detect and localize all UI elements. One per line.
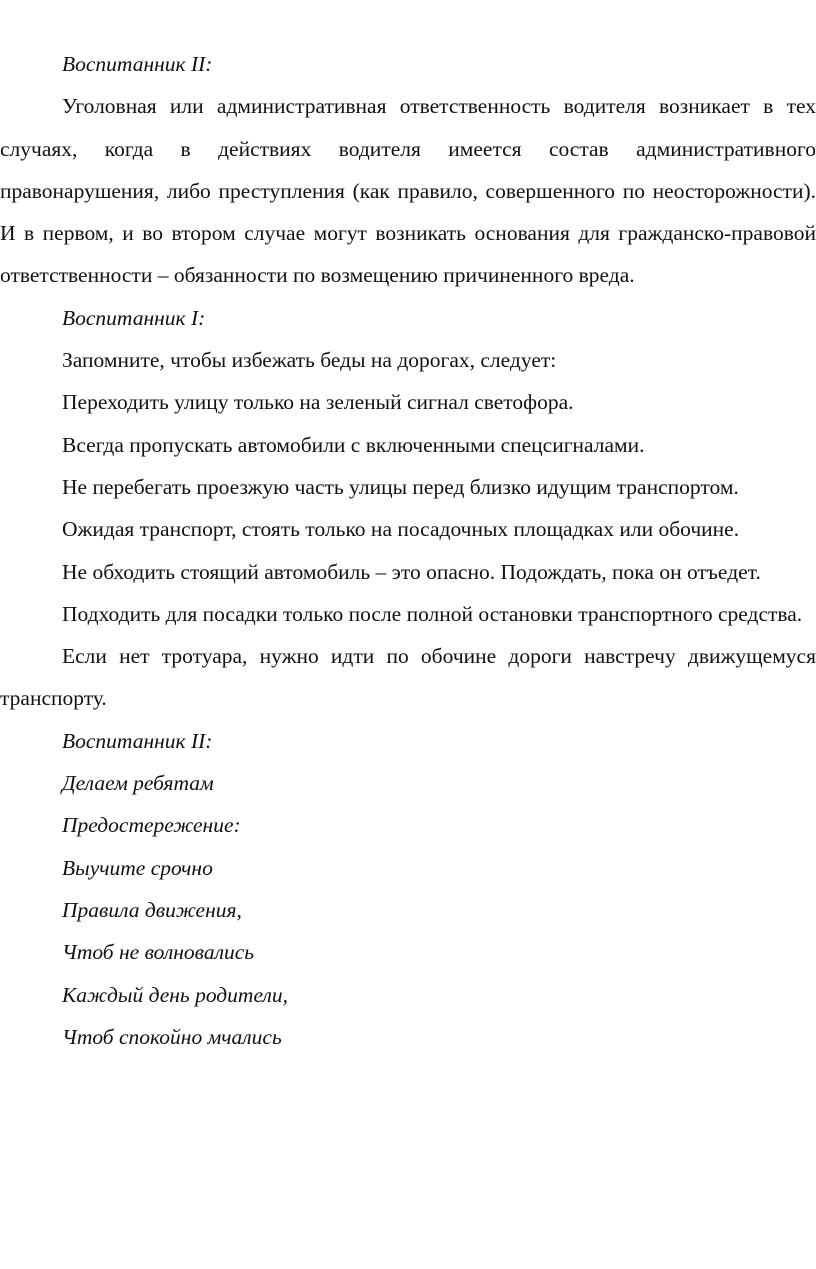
poem-line: Правила движения, [62, 897, 242, 922]
rule-item: Переходить улицу только на зеленый сигнал светофора. [62, 390, 574, 415]
speaker-label: Воспитанник I: [62, 305, 206, 330]
body-paragraph: Запомните, чтобы избежать беды на дорогах, следует: [62, 348, 557, 373]
poem-line: Чтоб не волновались [62, 940, 255, 965]
poem-line: Предостережение: [62, 813, 241, 838]
poem-line: Делаем ребятам [62, 771, 214, 796]
rule-item: Подходить для посадки только после полной остановки транспортного средства. [62, 601, 803, 626]
poem-line: Каждый день родители, [62, 982, 288, 1007]
rule-item: Не перебегать проезжую часть улицы перед близко идущим транспортом. [62, 474, 739, 499]
rule-item: Не обходить стоящий автомобиль – это опасно. Подождать, пока он отъедет. [62, 559, 761, 584]
poem-line: Чтоб спокойно мчались [62, 1024, 282, 1049]
rule-item: Ожидая транспорт, стоять только на посадочных площадках или обочине. [62, 517, 740, 542]
poem-line: Выучите срочно [62, 855, 213, 880]
speaker-label: Воспитанник II: [62, 728, 213, 753]
speaker-label: Воспитанник II: [62, 52, 213, 76]
rule-item: Всегда пропускать автомобили с включенными спецсигналами. [62, 432, 645, 457]
body-paragraph: Уголовная или административная ответственность водителя возникает в тех случаях, когда в действиях водителя имеется состав административного правонарушения, либо преступления (как правило, совершенного по неосторожности). И в первом, и во втором случае могут возникать основания для гражданско-правовой ответственности – обязанности по возмещению причиненного вреда. [0, 94, 816, 288]
rule-item: Если нет тротуара, нужно идти по обочине дороги навстречу движущемуся транспорту. [0, 644, 816, 711]
